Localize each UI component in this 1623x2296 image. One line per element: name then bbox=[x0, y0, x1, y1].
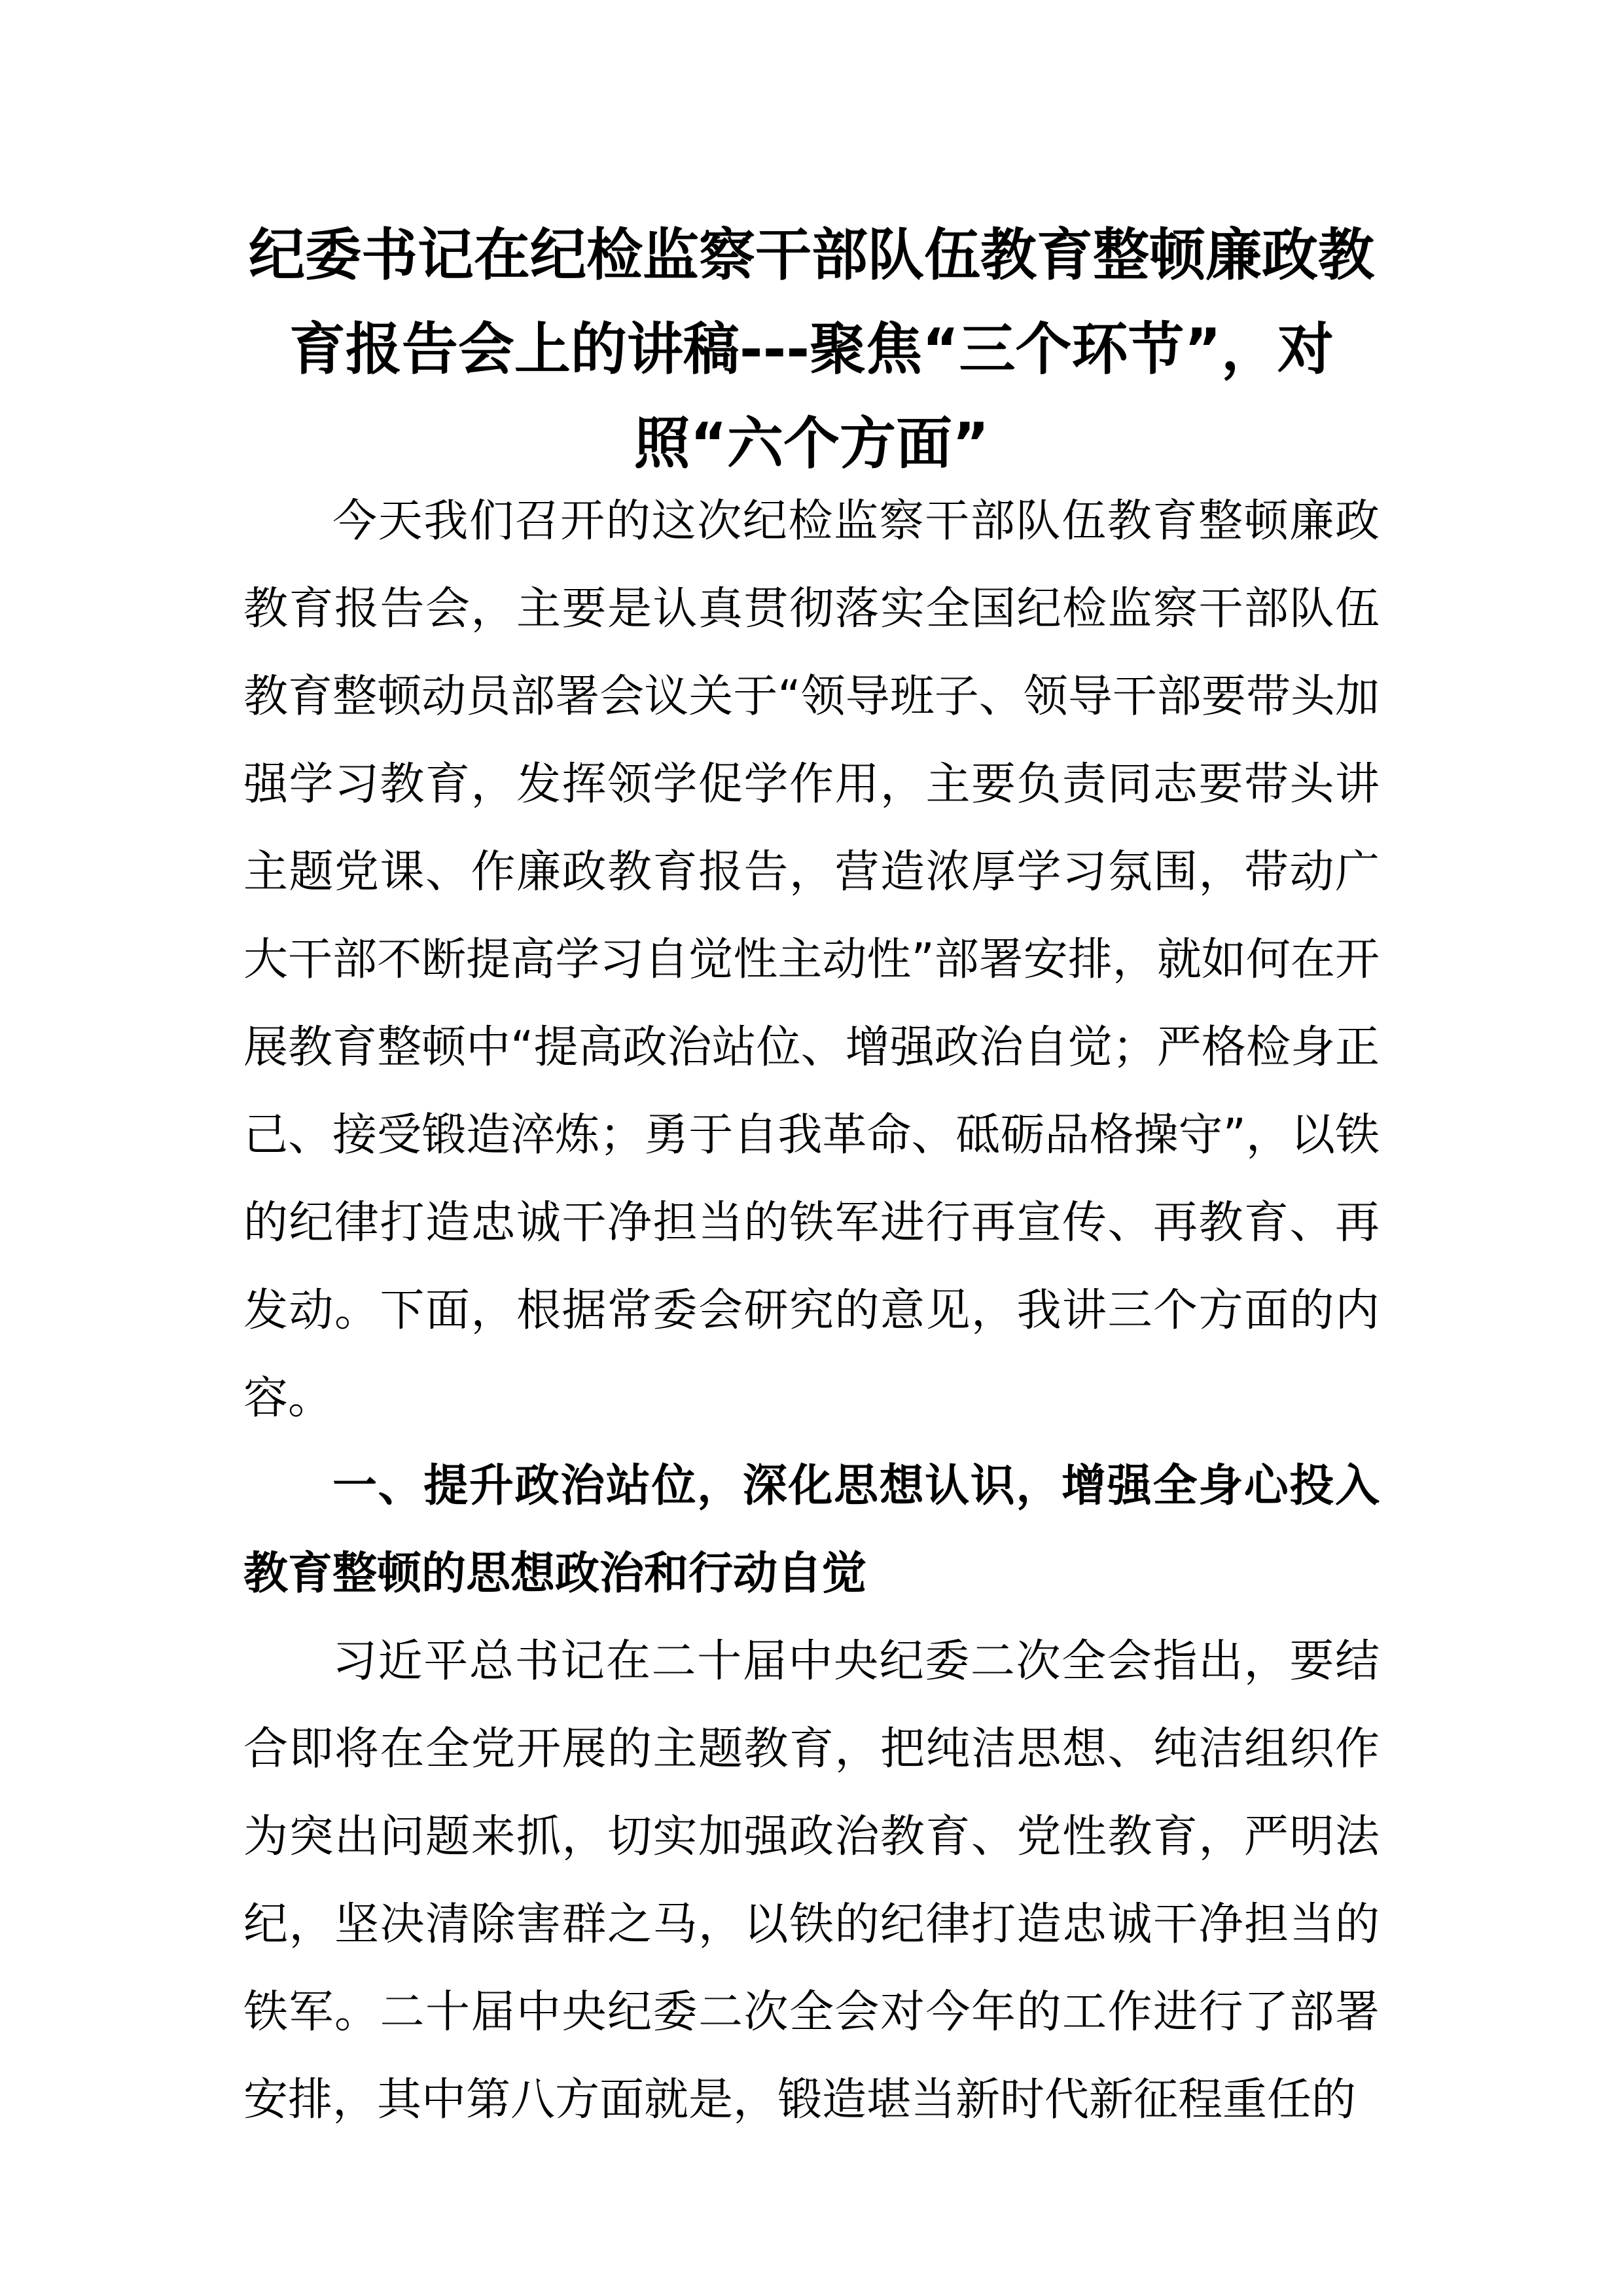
section-heading: 一、提升政治站位，深化思想认识，增强全身心投入教育整顿的思想政治和行动自觉 bbox=[243, 1460, 1380, 1600]
intro-paragraph: 今天我们召开的这次纪检监察干部队伍教育整顿廉政教育报告会，主要是认真贯彻落实全国纪检监察干部队伍教育整顿动员部署会议关于“领导班子、领导干部要带头加强学习教育，发挥领学促学作用，主要负责同志要带头讲主题党课、作廉政教育报告，营造浓厚学习氛围，带动广大干部不断提高学习自觉性主动性”部署安排，就如何在开展教育整顿中“提高政治站位、增强政治自觉；严格检身正己、接受锻造淬炼；勇于自我革命、砥砺品格操守”，以铁的纪律打造忠诚干净担当的铁军进行再宣传、再教育、再发动。下面，根据常委会研究的意见，我讲三个方面的内容。 bbox=[243, 495, 1380, 1424]
section-paragraph: 习近平总书记在二十届中央纪委二次全会指出，要结合即将在全党开展的主题教育，把纯洁思想、纯洁组织作为突出问题来抓，切实加强政治教育、党性教育，严明法纪，坚决清除害群之马，以铁的纪律打造忠诚干净担当的铁军。二十届中央纪委二次全会对今年的工作进行了部署安排，其中第八方面就是，锻造堪当新时代新征程重任的 bbox=[243, 1636, 1380, 2126]
document-body bbox=[243, 478, 1380, 2144]
document-title: 纪委书记在纪检监察干部队伍教育整顿廉政教育报告会上的讲稿---聚焦“三个环节”，对照“六个方面” bbox=[249, 223, 1374, 476]
